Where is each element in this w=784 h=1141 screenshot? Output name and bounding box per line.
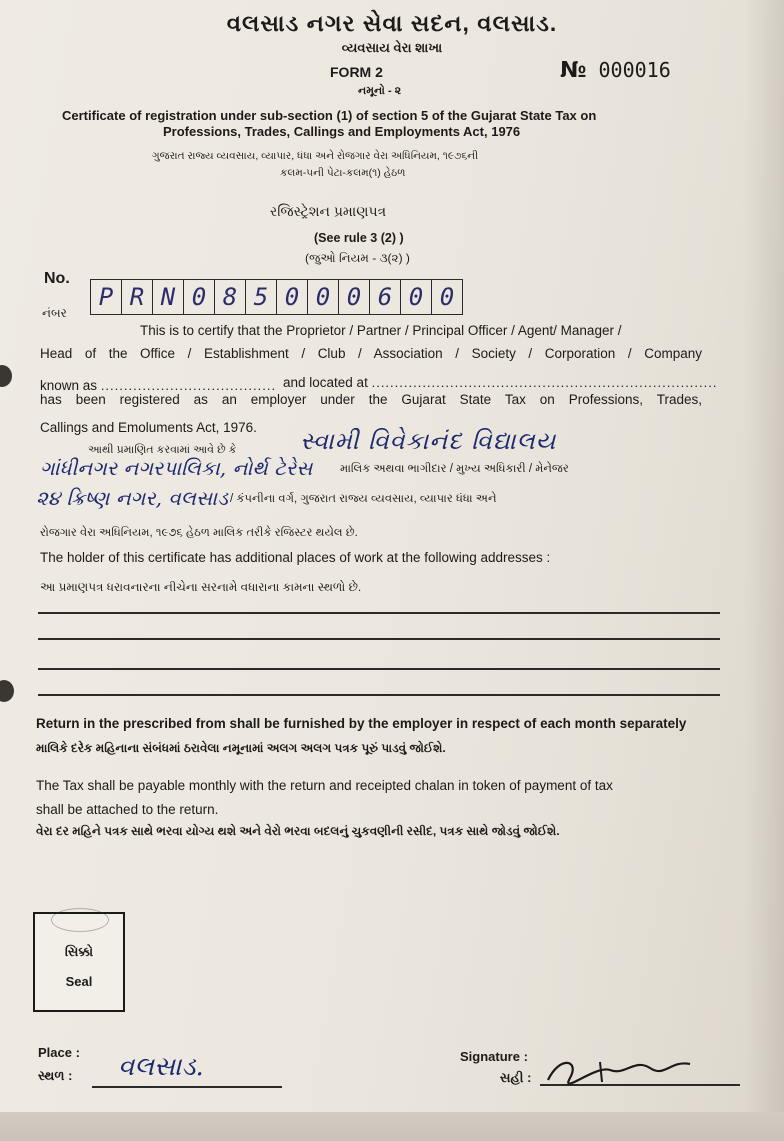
registration-certificate-title: રજિસ્ટ્રેશન પ્રમાણપત્ર (270, 203, 387, 219)
seal-box (33, 912, 125, 1012)
signature-label: Signature : (460, 1049, 528, 1064)
see-rule-reference: (See rule 3 (2) ) (314, 231, 404, 245)
reg-char: P (91, 280, 122, 314)
certify-line2: Head of the Office / Establishment / Club / Association / Society / Corporation / Company (40, 346, 702, 361)
reg-char: 0 (277, 280, 308, 314)
see-rule-reference-gujarati: (જુઓ નિયમ - ૩(૨) ) (305, 251, 410, 265)
place-underline (92, 1086, 282, 1088)
certificate-serial (560, 58, 671, 83)
punch-hole-bottom (0, 680, 14, 702)
tax-instruction-line2: shall be attached to the return. (36, 802, 219, 817)
right-edge-shadow (744, 0, 784, 1141)
reg-char: R (122, 280, 153, 314)
reg-char: 8 (215, 280, 246, 314)
handwritten-address-line2: ૨૪ ક્રિષ્ણ નગર, વલસાડ (36, 486, 228, 510)
certify-line1: This is to certify that the Proprietor / Partner / Principal Officer / Agent/ Manager / (140, 323, 622, 338)
office-title: વલસાડ નગર સેવા સદન, વલસાડ. (226, 10, 558, 36)
gujarati-certify-intro: આથી પ્રમાણિત કરવામાં આવે છે કે (88, 444, 237, 456)
signature-label-gujarati: સહી : (500, 1070, 532, 1085)
certify-line4: has been registered as an employer under the Gujarat State Tax on Professions, Trades, (40, 392, 702, 407)
registration-number-label-gujarati: નંબર (42, 306, 67, 320)
known-as-label: known as ...................................... (40, 378, 277, 393)
address-line-1 (38, 612, 720, 614)
place-value: વલસાડ. (118, 1052, 204, 1082)
gujarati-certify-row4: રોજગાર વેરા અધિનિયમ, ૧૯૭૬ હેઠળ માલિક તરીકે રજિસ્ટર થયેલ છે. (40, 527, 358, 539)
address-line-2 (38, 638, 720, 640)
return-instruction-gujarati: માલિકે દરેક મહિનાના સંબંધમાં ઠરાવેલા નમૂનામાં અલગ અલગ પત્રક પૂરું પાડવું જોઈશે. (36, 741, 446, 755)
reg-char: N (153, 280, 184, 314)
place-label-gujarati: સ્થળ : (38, 1068, 73, 1083)
numero-sign: № (560, 58, 587, 83)
located-at-label: and located at ........................................................................... (283, 375, 718, 390)
certificate-heading-line2: Professions, Trades, Callings and Employments Act, 1976 (163, 124, 521, 139)
gujarati-certify-row2: માલિક અથવા ભાગીદાર / મુખ્ય અધિકારી / મેનેજર (340, 463, 569, 475)
handwritten-address-line1: ગાંધીનગર નગરપાલિકા, નોર્થ ટેરેસ (40, 456, 313, 480)
certificate-heading-gujarati-line1: ગુજરાત રાજ્ય વ્યવસાય, વ્યાપાર, ધંધા અને રોજગાર વેરા અધિનિયમ, ૧૯૭૬ની (152, 150, 479, 162)
punch-hole-top (0, 365, 12, 387)
reg-char: 5 (246, 280, 277, 314)
handwritten-establishment-name: સ્વામી વિવેકાનંદ વિદ્યાલય (300, 427, 557, 455)
certificate-serial-number: 000016 (598, 58, 671, 82)
gujarati-certify-row3: / કંપનીના વર્ગ, ગુજરાત રાજ્ય વ્યવસાય, વ્યાપાર ધંધા અને (230, 493, 497, 505)
additional-places-label: The holder of this certificate has additional places of work at the following addresses : (40, 550, 551, 565)
certify-line5: Callings and Emoluments Act, 1976. (40, 420, 257, 435)
form-number-gujarati: નમૂનો - ૨ (358, 85, 402, 97)
reg-char: 6 (370, 280, 401, 314)
seal-label: Seal (65, 974, 93, 989)
additional-places-label-gujarati: આ પ્રમાણપત્ર ધરાવનારના નીચેના સરનામે વધારાના કામના સ્થળો છે. (40, 580, 362, 594)
reg-char: 0 (439, 283, 455, 311)
seal-label-gujarati: સિક્કો (64, 944, 94, 959)
reg-char: 0 (339, 280, 370, 314)
certificate-heading-line1: Certificate of registration under sub-section (1) of section 5 of the Gujarat State Tax on (62, 108, 597, 123)
registration-number-boxes (90, 279, 463, 315)
page-bottom-fold (0, 1112, 784, 1141)
department-name: વ્યવસાય વેરા શાખા (341, 40, 443, 55)
stamp-impression (51, 908, 109, 932)
return-instruction: Return in the prescribed from shall be furnished by the employer in respect of each month separately (36, 716, 687, 731)
reg-char: 0 (401, 280, 432, 314)
reg-char: 0 (184, 280, 215, 314)
form-number: FORM 2 (330, 64, 383, 80)
signature-scribble (540, 1050, 710, 1090)
place-label: Place : (38, 1045, 80, 1060)
registration-number-label: No. (44, 270, 70, 287)
tax-instruction-gujarati: વેરા દર મહિને પત્રક સાથે ભરવા યોગ્ય થશે અને વેરો ભરવા બદલનું ચુકવણીની રસીદ, પત્રક સાથે જોડવું જોઈશે. (36, 824, 560, 838)
certificate-heading-gujarati-line2: કલમ-૫ની પેટા-કલમ(૧) હેઠળ (280, 167, 406, 179)
address-line-4 (38, 694, 720, 696)
tax-instruction-line1: The Tax shall be payable monthly with the return and receipted chalan in token of payment of tax (36, 778, 613, 793)
reg-char: 0 (308, 280, 339, 314)
address-line-3 (38, 668, 720, 670)
